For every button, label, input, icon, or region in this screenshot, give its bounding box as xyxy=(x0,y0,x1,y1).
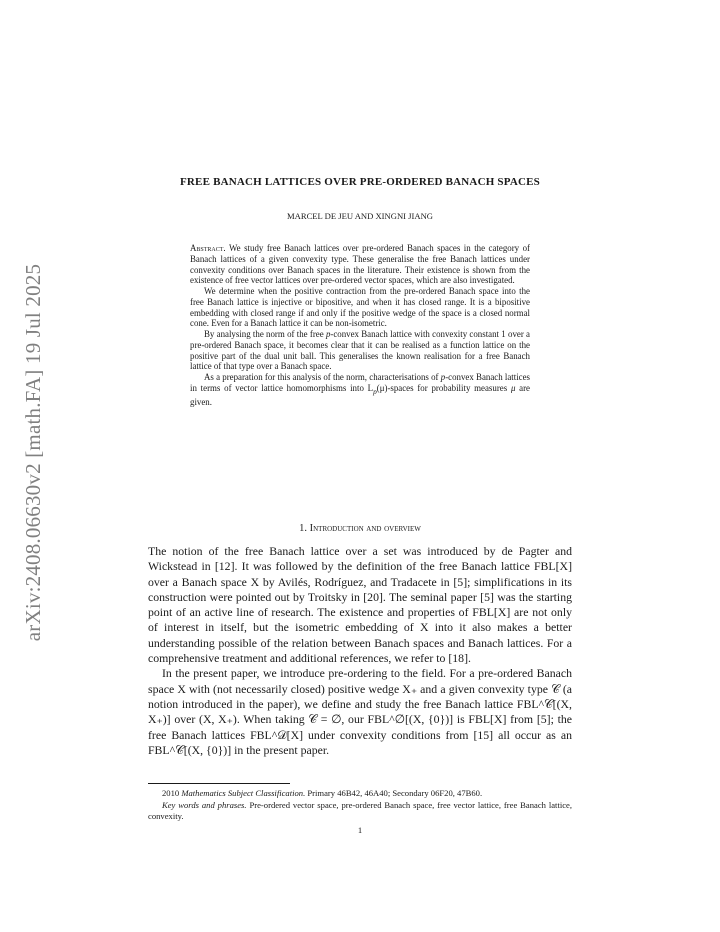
abstract-p4-mu: μ xyxy=(510,382,516,393)
abstract-p3-var: p xyxy=(325,329,331,339)
abstract-p3-b: -convex Banach lattice with convexity constant 1 over a pre-ordered Banach space, it becomes clear that it can be realised as a function lattice on the positive part of the dual unit ball. This generalises the known realisation for a free Banach lattice of that type over a Banach space. xyxy=(190,329,530,372)
abstract-p3-a: By analysing the norm of the free xyxy=(204,329,326,339)
paper-title: FREE BANACH LATTICES OVER PRE-ORDERED BANACH SPACES xyxy=(179,176,540,188)
section-title: Introduction and overview xyxy=(309,523,421,534)
section-heading xyxy=(148,523,572,534)
footnote-msc xyxy=(148,788,572,800)
keywords-label: Key words and phrases. xyxy=(162,799,247,810)
msc-label: Mathematics Subject Classification. xyxy=(181,788,306,798)
abstract xyxy=(190,243,530,408)
footnotes xyxy=(148,788,572,823)
section-number: 1. xyxy=(299,523,307,534)
abstract-paragraph-3 xyxy=(190,329,530,372)
keywords-text: Pre-ordered vector space, pre-ordered Banach space, free vector lattice, free Banach lattice, convexity. xyxy=(148,799,572,821)
footnote-keywords xyxy=(148,800,572,823)
abstract-p4-paren: (μ) xyxy=(376,382,388,393)
page-number: 1 xyxy=(357,825,363,835)
paper-authors: MARCEL DE JEU AND XINGNI JIANG xyxy=(286,211,433,221)
body-text xyxy=(148,544,572,758)
abstract-paragraph-2: We determine when the positive contraction from the pre-ordered Banach space into the free Banach lattice is injective or bipositive, and when it has closed range. It is a bipositive embedding with closed range if and only if the positive wedge of the space is a closed normal cone. Even for a Banach lattice it can be non-isometric. xyxy=(190,286,530,329)
body-paragraph-2: In the present paper, we introduce pre-ordering to the field. For a pre-ordered Banach space X with (not necessarily closed) positive wedge X₊ and a given convexity type 𝒞 (a notion introduced in the paper), we define and study the free Banach lattice FBL^𝒞[(X, X₊)] over (X, X₊). When taking 𝒞 = ∅, our FBL^∅[(X, {0})] is FBL[X] from [5]; the free Banach lattices FBL^𝒟[X] under convexity conditions from [15] all occur as an FBL^𝒞[(X, {0})] in the present paper. xyxy=(148,666,572,757)
footnote-rule xyxy=(148,783,290,784)
abstract-paragraph-4 xyxy=(190,372,530,408)
abstract-label: Abstract. xyxy=(190,243,226,253)
abstract-p4-a: As a preparation for this analysis of the norm, characterisations of xyxy=(204,372,441,382)
abstract-p4-sub: p xyxy=(373,386,377,396)
abstract-p1-text: We study free Banach lattices over pre-ordered Banach spaces in the category of Banach lattices of a given convexity type. These generalise the free Banach lattices under convexity conditions over Banach spaces in the literature. Their existence is shown from the existence of free vector lattices over pre-ordered vector spaces, which are also investigated. xyxy=(190,243,530,286)
arxiv-identifier: arXiv:2408.06630v2 [math.FA] 19 Jul 2025 xyxy=(21,263,46,641)
abstract-p4-b: -convex Banach lattices in terms of vector lattice homomorphisms into L xyxy=(190,372,530,393)
arxiv-stamp xyxy=(12,252,56,652)
msc-text: Primary 46B42, 46A40; Secondary 06F20, 47B60. xyxy=(307,788,483,798)
abstract-p4-d: are given. xyxy=(190,382,530,408)
abstract-paragraph-1 xyxy=(190,243,530,286)
abstract-p4-c: -spaces for probability measures xyxy=(387,382,511,393)
msc-year: 2010 xyxy=(162,788,180,798)
body-paragraph-1: The notion of the free Banach lattice over a set was introduced by de Pagter and Wickstead in [12]. It was followed by the definition of the free Banach lattice FBL[X] over a Banach space X by Avilés, Rodríguez, and Tradacete in [5]; simplifications in its construction were pointed out by Troitsky in [20]. The seminal paper [5] was the starting point of an active line of research. The existence and properties of FBL[X] are not only of interest in itself, but the isometric embedding of X into it also makes a better understanding possible of the relation between Banach spaces and Banach lattices. For a comprehensive treatment and additional references, we refer to [18]. xyxy=(148,544,572,666)
abstract-p4-var: p xyxy=(440,372,446,382)
